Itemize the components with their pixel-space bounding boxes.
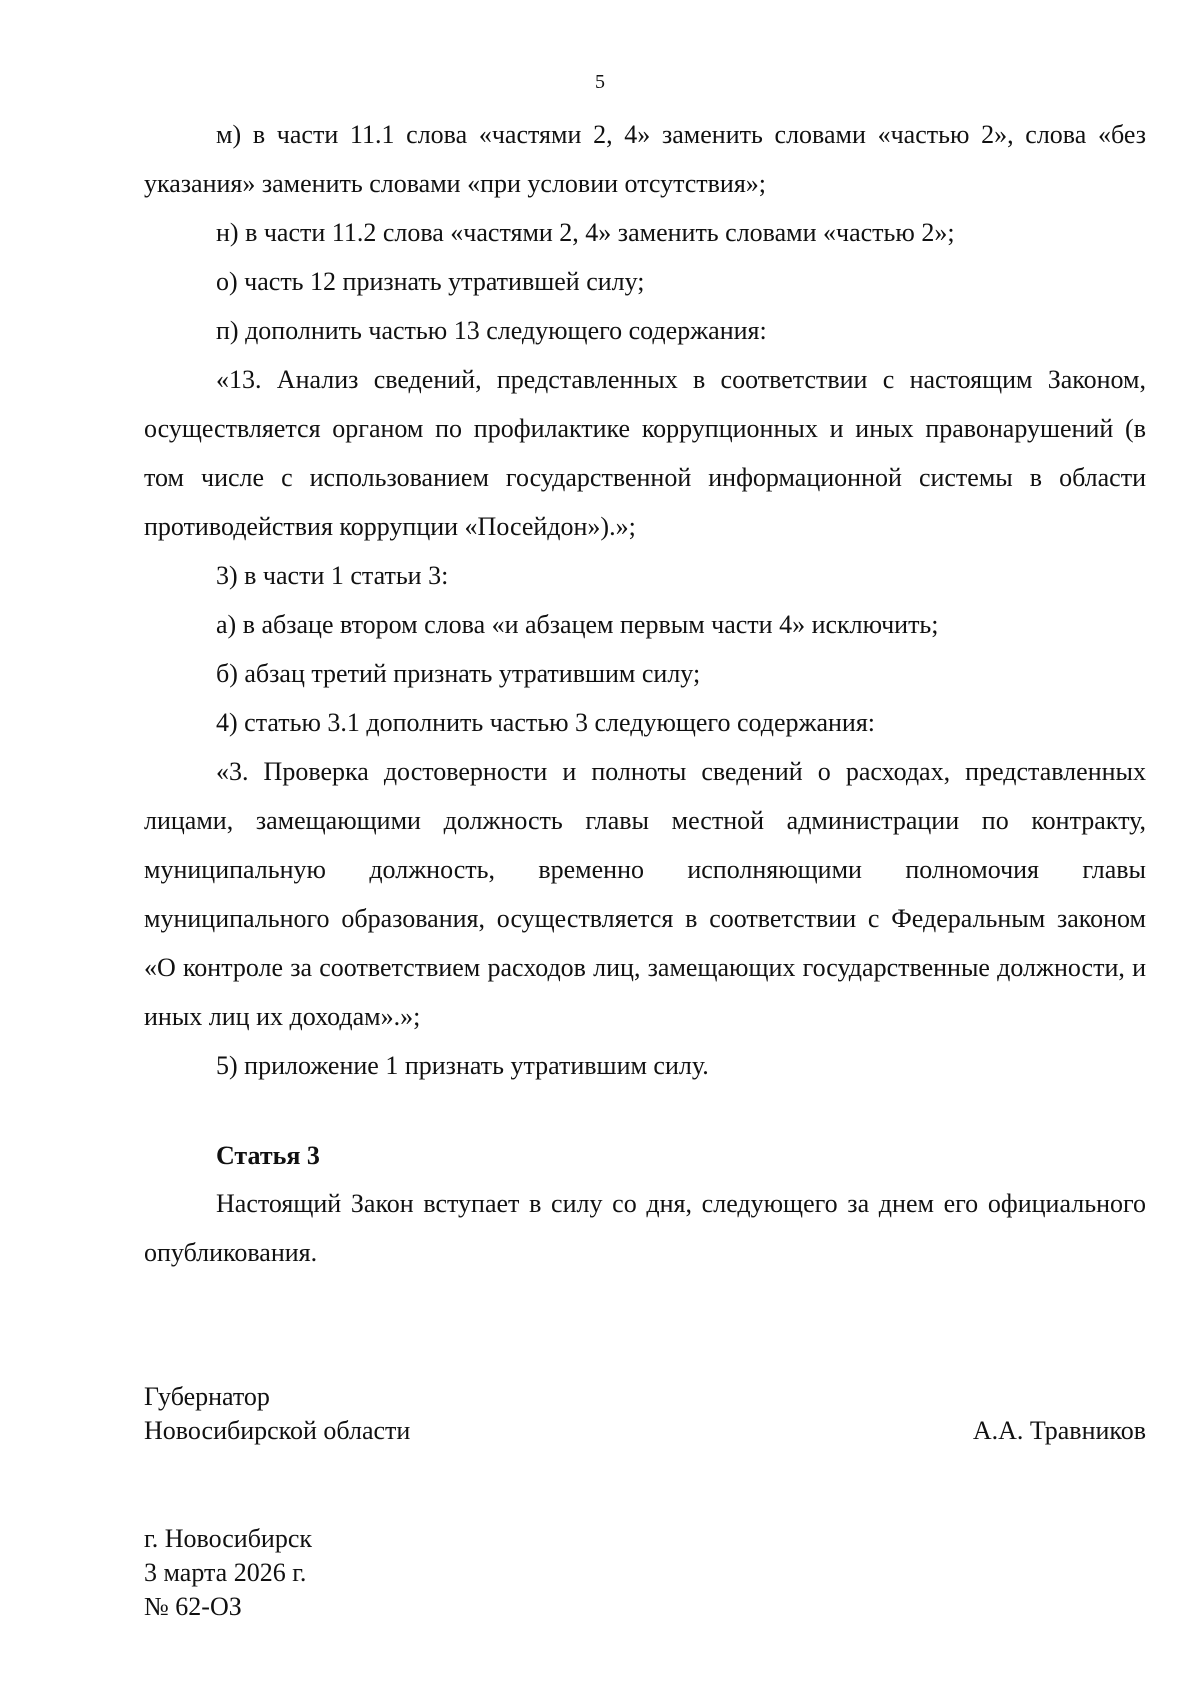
paragraph-o: о) часть 12 признать утратившей силу; xyxy=(216,267,645,296)
paragraph-m: м) в части 11.1 слова «частями 2, 4» заменить словами «частью 2», слова «без указания» заменить словами «при условии отсутствия»; xyxy=(144,120,1146,198)
signer-position-line1: Губернатор xyxy=(144,1382,270,1411)
paragraph-item-4: 4) статью 3.1 дополнить частью 3 следующего содержания: xyxy=(216,708,876,737)
paragraph-item-5: 5) приложение 1 признать утратившим силу. xyxy=(216,1051,709,1080)
article-3-heading: Статья 3 xyxy=(216,1141,320,1170)
signer-position-line2: Новосибирской области xyxy=(144,1416,411,1445)
amendments-body xyxy=(144,110,1146,1090)
article-3-text-block xyxy=(144,1179,1146,1277)
signature-block xyxy=(144,1380,1146,1448)
footer-city: г. Новосибирск xyxy=(144,1524,313,1553)
footer-number: № 62-ОЗ xyxy=(144,1592,242,1621)
document-footer xyxy=(144,1522,312,1624)
article-3-text: Настоящий Закон вступает в силу со дня, следующего за днем его официального опубликования. xyxy=(144,1189,1146,1267)
paragraph-part-3: «3. Проверка достоверности и полноты сведений о расходах, представленных лицами, замещающими должность главы местной администрации по контракту, муниципальную должность, временно исполняющими полномочия главы муниципального образования, осуществляется в соответствии с Федеральным законом «О контроле за соответствием расходов лиц, замещающих государственные должности, и иных лиц их доходам».»; xyxy=(144,757,1146,1031)
paragraph-item-3a: а) в абзаце втором слова «и абзацем первым части 4» исключить; xyxy=(216,610,939,639)
paragraph-n: н) в части 11.2 слова «частями 2, 4» заменить словами «частью 2»; xyxy=(216,218,955,247)
footer-date: 3 марта 2026 г. xyxy=(144,1558,307,1587)
paragraph-part-13: «13. Анализ сведений, представленных в соответствии с настоящим Законом, осуществляется органом по профилактике коррупционных и иных правонарушений (в том числе с использованием государственной информационной системы в области противодействия коррупции «Посейдон»).»; xyxy=(144,365,1146,541)
paragraph-p: п) дополнить частью 13 следующего содержания: xyxy=(216,316,767,345)
paragraph-item-3b: б) абзац третий признать утратившим силу; xyxy=(216,659,701,688)
page-number: 5 xyxy=(595,71,605,93)
paragraph-item-3: 3) в части 1 статьи 3: xyxy=(216,561,449,590)
signer-name: А.А. Травников xyxy=(972,1416,1146,1445)
